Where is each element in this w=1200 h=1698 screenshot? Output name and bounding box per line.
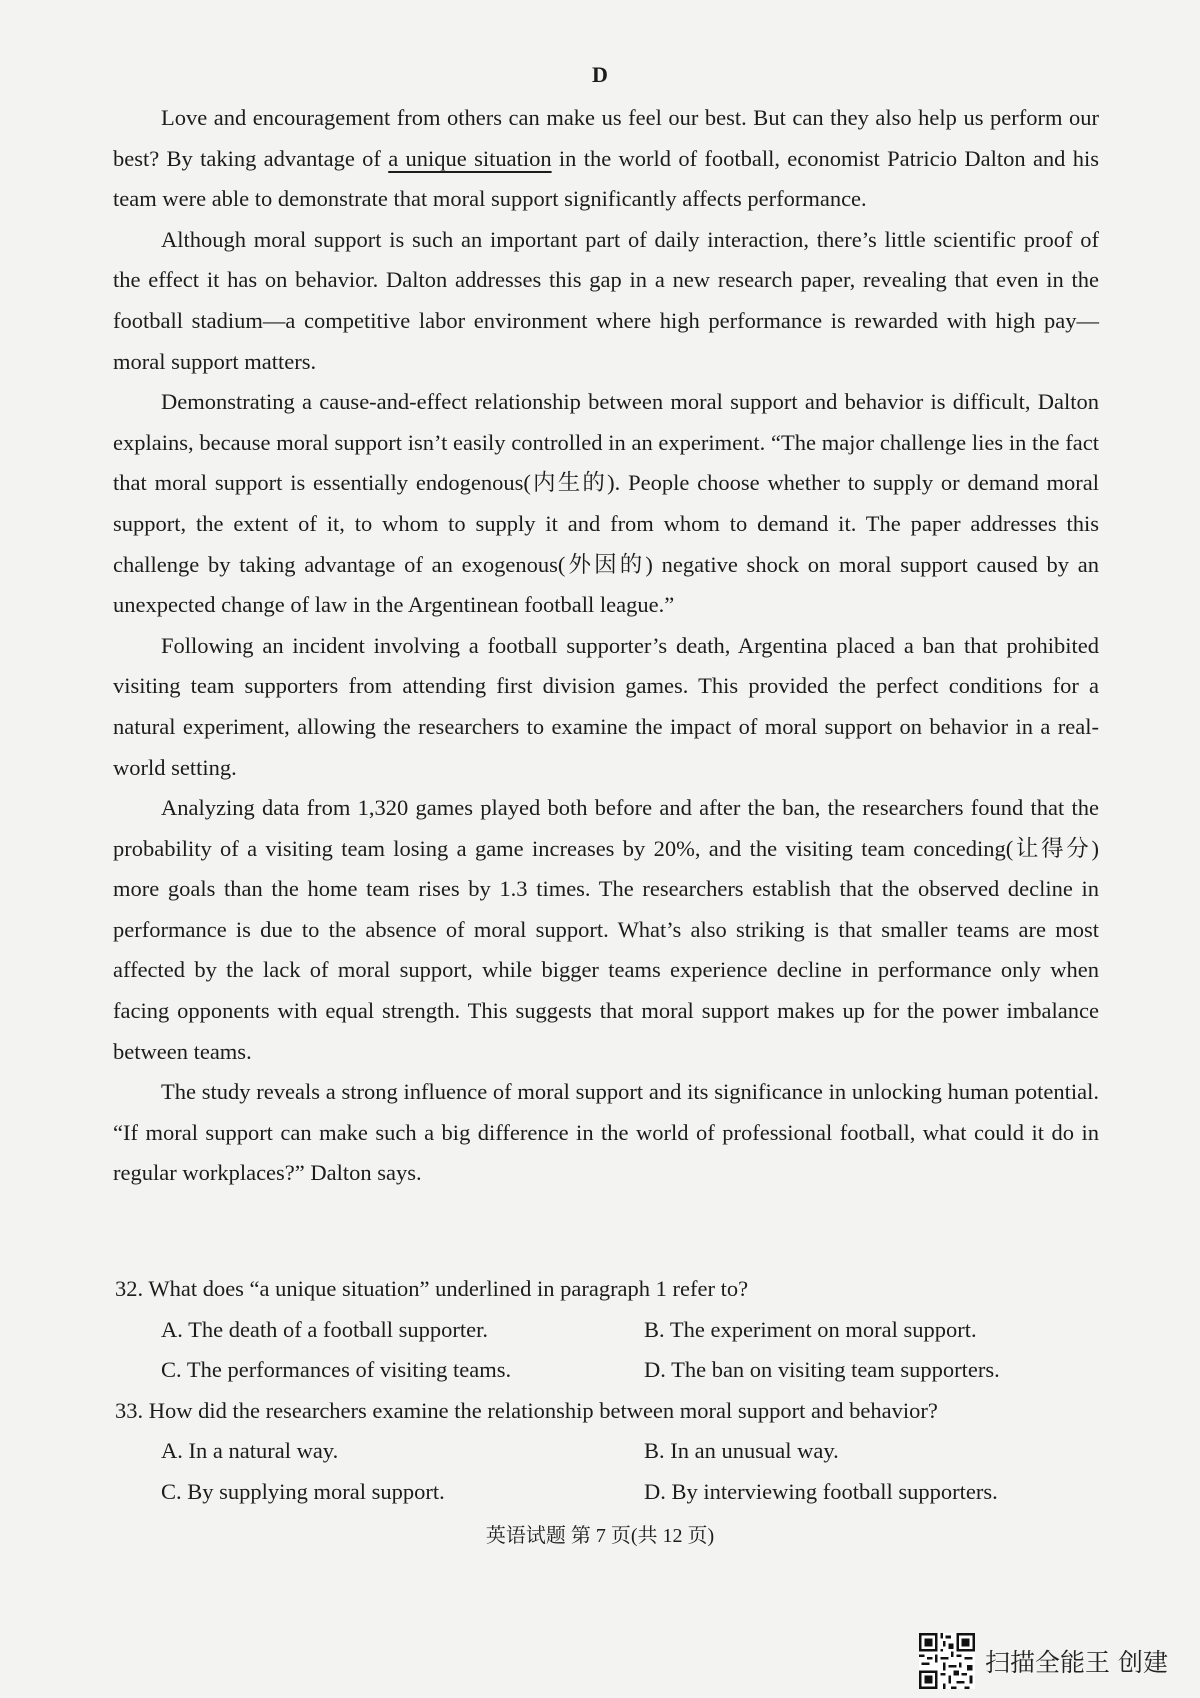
paragraph-1-text-start: Love and encouragement from others can make us feel our best. But can they also help us perform our best? By taking advantage of (113, 105, 1099, 171)
option-c: C. The performances of visiting teams. (161, 1357, 512, 1383)
option-c: C. By supplying moral support. (161, 1478, 445, 1504)
paragraph-6: The study reveals a strong influence of moral support and its significance in unlocking human potential. “If moral support can make such a big difference in the world of professional football, what could it do in regular workplaces?” Dalton says. (113, 1079, 1099, 1186)
option-a: A. The death of a football supporter. (161, 1316, 488, 1342)
option-b: B. The experiment on moral support. (644, 1316, 977, 1342)
question-stem: 33. How did the researchers examine the relationship between moral support and behavior? (115, 1397, 938, 1423)
underlined-phrase: a unique situation (388, 145, 552, 171)
section-heading: D (592, 62, 608, 87)
qr-code-icon (919, 1633, 975, 1689)
question-list (115, 1269, 1099, 1513)
paragraph-1-text-end: in the world of football, economist Patricio Dalton and his team were able to demonstrate that moral support significantly affects performance. (113, 145, 1099, 212)
answer-options (161, 1431, 1099, 1512)
option-d: D. By interviewing football supporters. (644, 1478, 998, 1504)
page-footer: 英语试题 第 7 页(共 12 页) (485, 1525, 715, 1547)
watermark-label: 扫描全能王 创建 (985, 1648, 1168, 1677)
paragraph-1 (113, 98, 1099, 220)
reading-passage (113, 98, 1099, 1194)
paragraph-3: Demonstrating a cause-and-effect relationship between moral support and behavior is difficult, Dalton explains, because moral support isn’t easily controlled in an experiment. “The major challenge lies in the fact that moral support is essentially endogenous(内生的). People choose whether to supply or demand moral support, the extent of it, to whom to supply it and from whom to demand it. The paper addresses this challenge by taking advantage of an exogenous(外因的) negative shock on moral support caused by an unexpected change of law in the Argentinean football league.” (113, 389, 1099, 618)
option-d: D. The ban on visiting team supporters. (644, 1357, 1000, 1383)
paragraph-5: Analyzing data from 1,320 games played both before and after the ban, the researchers found that the probability of a visiting team losing a game increases by 20%, and the visiting team conceding(让得分) more goals than the home team rises by 1.3 times. The researchers establish that the observed decline in performance is due to the absence of moral support. What’s also striking is that smaller teams are most affected by the lack of moral support, while bigger teams experience decline in performance only when facing opponents with equal strength. This suggests that moral support makes up for the power imbalance between teams. (113, 795, 1099, 1064)
answer-options (161, 1310, 1099, 1391)
paragraph-4: Following an incident involving a football supporter’s death, Argentina placed a ban that prohibited visiting team supporters from attending first division games. This provided the perfect conditions for a natural experiment, allowing the researchers to examine the impact of moral support on behavior in a real-world setting. (113, 632, 1099, 780)
option-a: A. In a natural way. (161, 1438, 339, 1464)
scanner-watermark (919, 1633, 1168, 1689)
question-stem: 32. What does “a unique situation” underlined in paragraph 1 refer to? (115, 1276, 749, 1301)
question-32 (115, 1269, 1099, 1391)
paragraph-2: Although moral support is such an important part of daily interaction, there’s little scientific proof of the effect it has on behavior. Dalton addresses this gap in a new research paper, revealing that even in the football stadium—a competitive labor environment where high performance is rewarded with high pay—moral support matters. (113, 226, 1099, 374)
option-b: B. In an unusual way. (644, 1438, 839, 1464)
question-33 (115, 1391, 1099, 1513)
